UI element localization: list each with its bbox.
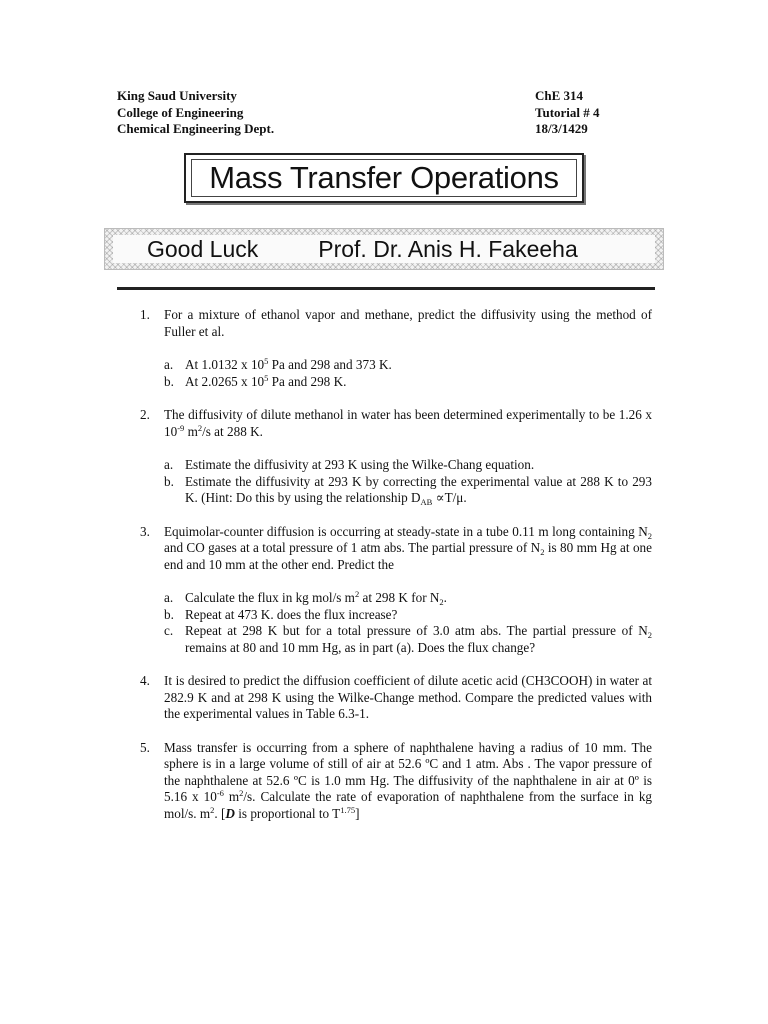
sub-question-1b: b. At 2.0265 x $10^5$ Pa and 298 K.: [164, 372, 347, 389]
tutorial-number: Tutorial # 4: [535, 104, 600, 120]
document-date: 18/3/1429: [535, 121, 588, 136]
sub-question-3a: a. Calculate the flux in kg mol/s $m^2$ at 298 K for $N_2$.: [164, 589, 447, 607]
document-header: [117, 88, 623, 138]
document-title: Mass Transfer Operations: [191, 159, 577, 197]
question-3: 3. Equimolar-counter diffusion is occurring at steady-state in a tube 0.11 m long containing $N_2$ and CO gases at a total pressure of 1 atm abs. The partial pressure of $N_2$ is 80 mm Hg at one end and 10 mm at the other end. Predict the a. Calculate the flux in kg mol/s $m^2$ at 298 K for $N_2$. b. Repeat at 473 K. does the flux increase? c. Repeat at 298 K but for a total pressure of 3.0 atm abs. The partial pressure of $N_2$ remains at 80 and 10 mm Hg, as in part (a). Does the flux change?: [140, 523, 652, 655]
question-number: 4.: [140, 673, 150, 688]
header-row: [117, 105, 623, 122]
diffusivity-symbol: D: [225, 805, 235, 821]
sub-question-3b: b. Repeat at 473 K. does the flux increase?: [164, 606, 398, 622]
question-text: It is desired to predict the diffusion coefficient of dilute acetic acid (CH3COOH) in water at 282.9 K and at 298 K using the Wilke-Change method. Compare the predicted values with the experimental values in Table 6.3-1.: [164, 673, 652, 721]
question-2: 2. The diffusivity of dilute methanol in water has been determined experimentally to be 1.26 x $10^{-9}$ $m^2/s$ at 288 K. a. Estimate the diffusivity at 293 K using the Wilke-Chang equation. b. Estimate the diffusivity at 293 K by correcting the experimental value at 288 K to 293 K. (Hint: Do this by using the relationship $D_{AB} \propto T/\mu$.: [140, 407, 652, 507]
question-text: For a mixture of ethanol vapor and methane, predict the diffusivity using the method of Fuller et al.: [164, 307, 652, 339]
divider-rule: [117, 287, 655, 290]
question-number: 5.: [140, 739, 150, 755]
sub-question-1a: a. At 1.0132 x $10^5$ Pa and 298 and 373 K.: [164, 356, 392, 372]
question-4: [136, 673, 652, 723]
course-code: ChE 314: [535, 88, 584, 103]
header-row: [117, 88, 623, 105]
department-name: Chemical Engineering Dept.: [117, 121, 275, 136]
sub-question-2b: b. Estimate the diffusivity at 293 K by correcting the experimental value at 288 K to 293 K. (Hint: Do this by using the relationship $D_{AB} \propto T/\mu$.: [164, 473, 652, 507]
college-name: College of Engineering: [117, 104, 244, 120]
sub-question-3c: c. Repeat at 298 K but for a total pressure of 3.0 atm abs. The partial pressure of $N_2$ remains at 80 and 10 mm Hg, as in part (a). Does the flux change?: [164, 623, 652, 655]
question-number: 3.: [140, 523, 150, 539]
question-5: 5. Mass transfer is occurring from a sphere of naphthalene having a radius of 10 mm. The sphere is in a large volume of still of air at 52.6 ºC and 1 atm. Abs . The vapor pressure of the naphthalene at 52.6 ºC is 1.0 mm Hg. The diffusivity of the naphthalene in air at 0º is 5.16 x $10^{-6}$ $m^2/s$. Calculate the rate of evaporation of naphthalene from the surface in kg mol/s. $m^2$. [D is proportional to $T^{1.75}$]: [140, 739, 653, 821]
question-number: 2.: [140, 407, 150, 422]
title-frame: [184, 153, 584, 203]
question-1: [136, 307, 652, 390]
professor-name: Prof. Dr. Anis H. Fakeeha: [318, 235, 578, 262]
sub-question-2a: a. Estimate the diffusivity at 293 K using the Wilke-Chang equation.: [164, 457, 535, 472]
greeting-banner-inner: [113, 235, 655, 263]
header-row: [117, 121, 623, 138]
question-number: 1.: [140, 307, 150, 322]
greeting-banner: [104, 228, 664, 270]
good-luck-text: Good Luck: [147, 235, 259, 262]
question-list: [136, 307, 652, 839]
university-name: King Saud University: [117, 88, 237, 103]
